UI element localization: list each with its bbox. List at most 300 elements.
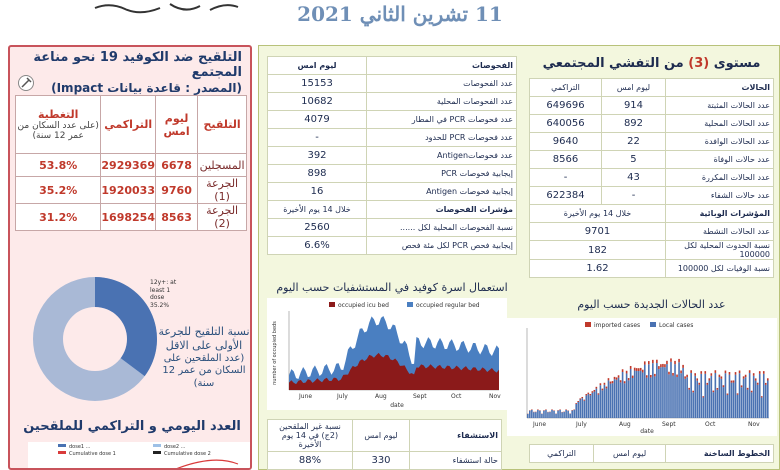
imported-case-bar: [680, 371, 682, 374]
imported-case-bar: [767, 378, 769, 380]
imported-case-bar: [700, 371, 702, 374]
imported-case-bar: [626, 371, 628, 374]
imported-case-bar: [729, 372, 731, 375]
imported-case-bar: [650, 375, 652, 377]
imported-case-bar: [618, 375, 620, 377]
row-value: -: [268, 129, 367, 147]
legend-swatch: [650, 322, 656, 327]
imported-case-bar: [741, 385, 743, 387]
x-tick-label: Oct: [451, 393, 462, 400]
local-case-bar: [602, 390, 604, 418]
row-value: 10682: [268, 93, 367, 111]
row-label: المسجلين: [198, 154, 247, 177]
x-tick-label: Aug: [619, 421, 631, 428]
page-title: 11 تشرين الثاني 2021: [297, 2, 503, 26]
local-case-bar: [527, 414, 529, 418]
imported-case-bar: [688, 388, 690, 390]
local-case-bar: [579, 399, 581, 418]
x-tick-label: Aug: [375, 393, 387, 400]
hotlines-col-yesterday: ليوم امس: [594, 445, 666, 463]
x-axis-label: date: [640, 428, 654, 435]
imported-case-bar: [715, 370, 717, 373]
table-row: [16, 204, 247, 231]
table-row: [268, 129, 517, 147]
imported-case-bar: [684, 376, 686, 378]
local-case-bar: [555, 414, 557, 418]
table-row: [268, 165, 517, 183]
imported-case-bar: [686, 375, 688, 377]
imported-case-bar: [585, 394, 587, 395]
row-cumulative: 640056: [530, 115, 602, 133]
tests-col-yesterday: ليوم امس: [268, 57, 367, 75]
cases-table: [529, 78, 774, 278]
local-case-bar: [581, 398, 583, 418]
row-cumulative: 649696: [530, 97, 602, 115]
imported-case-bar: [648, 361, 650, 364]
table-row: [530, 151, 774, 169]
local-case-bar: [650, 377, 652, 418]
row-label: عدد فحوصات PCR للحدود: [367, 129, 517, 147]
tests-indicators-period: خلال 14 يوم الأخيرة: [268, 201, 367, 219]
local-case-bar: [676, 377, 678, 418]
local-case-bar: [737, 395, 739, 418]
local-case-bar: [563, 412, 565, 418]
row-yesterday: 892: [601, 115, 665, 133]
donut-desc-main: نسبة التلقيح للجرعة الأولى على الاقل: [158, 325, 250, 352]
imported-case-bar: [674, 361, 676, 364]
table-row: [268, 183, 517, 201]
local-case-bar: [561, 412, 563, 418]
imported-case-bar: [735, 372, 737, 375]
local-case-bar: [731, 383, 733, 418]
local-case-bar: [644, 365, 646, 418]
imported-case-bar: [727, 394, 729, 395]
table-row: [16, 177, 247, 204]
x-tick-label: Oct: [705, 421, 716, 428]
hospitalization-table: [267, 419, 502, 470]
imported-case-bar: [739, 371, 741, 374]
legend-label: dose1 ...: [69, 444, 91, 450]
row-label: عدد الحالات المثبتة: [666, 97, 774, 115]
local-case-bar: [614, 379, 616, 418]
vaccination-table: [15, 95, 247, 231]
coverage-donut-chart: [28, 272, 163, 407]
row-label: عدد الحالات المكررة: [666, 169, 774, 187]
daily-cases-title: عدد الحالات الجديدة حسب اليوم: [577, 298, 726, 311]
local-case-bar: [620, 382, 622, 418]
community-title-post: من التفشي المجتمعي: [542, 56, 684, 71]
imported-case-bar: [622, 369, 624, 372]
local-case-bar: [660, 367, 662, 418]
local-case-bar: [588, 394, 590, 418]
imported-case-bar: [652, 360, 654, 363]
legend-label: Cumulative dose 1: [69, 451, 116, 457]
local-case-bar: [668, 374, 670, 418]
local-case-bar: [600, 385, 602, 418]
local-case-bar: [656, 363, 658, 418]
imported-case-bar: [706, 383, 708, 385]
local-case-bar: [529, 411, 531, 418]
imported-case-bar: [588, 393, 590, 394]
imported-case-bar: [749, 370, 751, 373]
imported-case-bar: [616, 377, 618, 379]
imported-case-bar: [672, 373, 674, 376]
local-case-bar: [719, 377, 721, 418]
local-case-bar: [745, 377, 747, 418]
imported-case-bar: [606, 387, 608, 389]
local-case-bar: [612, 383, 614, 418]
row-label: نسبة الوفيات لكل 100000: [666, 260, 774, 278]
local-case-bar: [583, 401, 585, 418]
row-label: إيجابية فحص PCR لكل مئة فحص: [367, 237, 517, 255]
local-case-bar: [654, 376, 656, 418]
legend-swatch: [329, 302, 335, 307]
local-case-bar: [569, 414, 571, 418]
imported-case-bar: [694, 373, 696, 376]
imported-case-bar: [620, 380, 622, 382]
local-case-bar: [571, 411, 573, 418]
local-case-bar: [678, 362, 680, 418]
local-case-bar: [652, 363, 654, 418]
local-case-bar: [713, 392, 715, 418]
local-case-bar: [747, 390, 749, 418]
imported-case-bar: [664, 364, 666, 367]
table-row: [530, 169, 774, 187]
local-case-bar: [634, 371, 636, 418]
local-case-bar: [735, 375, 737, 418]
imported-case-bar: [759, 371, 761, 374]
imported-case-bar: [581, 397, 583, 398]
local-case-bar: [585, 395, 587, 418]
imported-case-bar: [737, 393, 739, 394]
row-value: 182: [530, 241, 666, 260]
local-case-bar: [632, 378, 634, 418]
local-case-bar: [702, 397, 704, 418]
imported-case-bar: [721, 376, 723, 378]
row-cumulative: 1920033: [101, 177, 156, 204]
x-tick-label: Nov: [489, 393, 501, 400]
imported-case-bar: [743, 376, 745, 378]
hosp-col-unvaccinated: نسبة غير الملقحين (2ج) في 14 يوم الأخيرة: [268, 420, 353, 452]
local-case-bar: [545, 410, 547, 418]
local-case-bar: [642, 372, 644, 418]
row-cumulative: 622384: [530, 187, 602, 205]
table-row: [268, 147, 517, 165]
imported-case-bar: [692, 391, 694, 393]
community-level-number: (3): [688, 56, 710, 71]
local-case-bar: [594, 392, 596, 418]
imported-case-bar: [709, 378, 711, 380]
local-case-bar: [606, 388, 608, 418]
imported-case-bar: [644, 361, 646, 364]
imported-case-bar: [704, 371, 706, 374]
local-case-bar: [549, 412, 551, 418]
imported-case-bar: [590, 394, 592, 395]
local-case-bar: [664, 367, 666, 418]
row-coverage: 53.8%: [16, 154, 101, 177]
imported-case-bar: [676, 375, 678, 377]
imported-case-bar: [612, 381, 614, 383]
row-label: عدد الفحوصات المحلية: [367, 93, 517, 111]
local-case-bar: [575, 404, 577, 418]
tests-col-label: الفحوصات: [367, 57, 517, 75]
local-case-bar: [739, 373, 741, 418]
x-tick-label: Sept: [662, 421, 676, 428]
local-case-bar: [553, 411, 555, 418]
hosp-col-label: الاستشفاء: [410, 420, 502, 452]
row-cumulative: 2929369: [101, 154, 156, 177]
imported-case-bar: [751, 391, 753, 393]
row-label: عدد حالات الشفاء: [666, 187, 774, 205]
imported-case-bar: [761, 396, 763, 397]
row-value: 1.62: [530, 260, 666, 278]
local-case-bar: [761, 397, 763, 418]
local-case-bar: [537, 410, 539, 418]
imported-case-bar: [757, 383, 759, 385]
row-label: عدد فحوصات PCR في المطار: [367, 111, 517, 129]
x-tick-label: June: [299, 393, 313, 400]
row-yesterday: -: [601, 187, 665, 205]
vaccination-title: التلقيح ضد الكوفيد 19 نحو مناعة المجتمع: [33, 50, 242, 80]
imported-case-bar: [717, 388, 719, 390]
vaccination-daily-chart: [28, 442, 250, 470]
imported-case-bar: [624, 381, 626, 383]
local-case-bar: [698, 385, 700, 418]
x-tick-label: July: [576, 421, 587, 428]
row-value: 2560: [268, 219, 367, 237]
col-yesterday: ليوم امس: [155, 96, 197, 154]
local-case-bar: [749, 373, 751, 418]
row-value: 9701: [530, 223, 666, 241]
cases-col-label: الحالات: [666, 79, 774, 97]
tests-table: [267, 56, 517, 255]
legend-label: Cumulative dose 2: [164, 451, 211, 457]
donut-description: [158, 325, 250, 390]
local-case-bar: [692, 392, 694, 418]
community-level-title: [529, 56, 774, 71]
syringe-icon: [18, 75, 34, 91]
local-case-bar: [680, 373, 682, 418]
row-cumulative: 1698254: [101, 204, 156, 231]
row-yesterday: 22: [601, 133, 665, 151]
row-label: عدد حالات الوفاة: [666, 151, 774, 169]
row-label: عدد الحالات المحلية: [666, 115, 774, 133]
community-title-pre: مستوى: [713, 56, 761, 71]
row-value: 6.6%: [268, 237, 367, 255]
row-value: 392: [268, 147, 367, 165]
local-case-bar: [541, 414, 543, 418]
local-case-bar: [704, 374, 706, 418]
imported-case-bar: [662, 364, 664, 367]
vaccination-chart-title: العدد اليومي و التراكمي للملقحين: [23, 419, 241, 434]
row-coverage: 31.2%: [16, 204, 101, 231]
imported-case-bar: [668, 372, 670, 375]
row-label: الجرعة (2): [198, 204, 247, 231]
local-case-bar: [626, 373, 628, 418]
tests-indicators-label: مؤشرات الفحوصات: [367, 201, 517, 219]
local-case-bar: [686, 377, 688, 418]
imported-case-bar: [602, 389, 604, 391]
legend-label: occupied regular bed: [416, 302, 480, 309]
local-case-bar: [577, 402, 579, 418]
daily-cases-chart: [507, 318, 777, 436]
local-case-bar: [666, 364, 668, 418]
row-coverage: 35.2%: [16, 177, 101, 204]
row-label: عدد الفحوصات: [367, 75, 517, 93]
row-yesterday: 9760: [155, 177, 197, 204]
table-row: [530, 115, 774, 133]
imported-case-bar: [678, 359, 680, 362]
imported-case-bar: [630, 366, 632, 369]
imported-case-bar: [636, 368, 638, 371]
row-value: 15153: [268, 75, 367, 93]
row-label: نسبة الفحوصات المحلية لكل ......: [367, 219, 517, 237]
epi-period: خلال 14 يوم الأخيرة: [530, 205, 666, 223]
imported-case-bar: [656, 360, 658, 363]
local-case-bar: [640, 371, 642, 418]
x-axis-label: date: [390, 402, 404, 409]
imported-case-bar: [733, 380, 735, 382]
legend-label: dose2 ...: [164, 444, 186, 450]
imported-case-bar: [579, 398, 581, 399]
local-case-bar: [567, 411, 569, 418]
imported-case-bar: [719, 375, 721, 377]
local-case-bar: [616, 380, 618, 418]
daily-cases-box: [507, 318, 777, 436]
row-value: 4079: [268, 111, 367, 129]
local-case-bar: [547, 412, 549, 418]
local-case-bar: [709, 381, 711, 418]
local-case-bar: [757, 385, 759, 418]
donut-desc-note: (عدد الملقحين على السكان من عمر 12 سنة): [162, 352, 246, 389]
donut-caption: 12y+: at least 1 dose 35.2%: [150, 279, 177, 309]
imported-case-bar: [628, 378, 630, 380]
table-row: [268, 111, 517, 129]
imported-case-bar: [745, 375, 747, 377]
local-case-bar: [751, 392, 753, 418]
row-label: عدد الحالات الوافدة: [666, 133, 774, 151]
coverage-note: (على عدد السكان من عمر 12 سنة): [17, 121, 99, 141]
vaccination-source: (المصدر : قاعدة بيانات Impact): [51, 81, 242, 95]
table-row: [530, 223, 774, 241]
row-value: 16: [268, 183, 367, 201]
cases-col-cumulative: التراكمي: [530, 79, 602, 97]
legend-label: occupied icu bed: [338, 302, 389, 309]
stats-panel: [258, 45, 780, 470]
imported-case-bar: [753, 373, 755, 376]
imported-case-bar: [598, 393, 600, 394]
local-case-bar: [646, 378, 648, 418]
local-case-bar: [715, 373, 717, 418]
table-row: [530, 133, 774, 151]
row-label: إيجابية فحوصات PCR: [367, 165, 517, 183]
imported-case-bar: [682, 365, 684, 368]
table-row: [268, 93, 517, 111]
imported-case-bar: [583, 400, 585, 401]
imported-case-bar: [642, 370, 644, 373]
row-value: 898: [268, 165, 367, 183]
row-label: عدد فحوصاتAntigen: [367, 147, 517, 165]
imported-case-bar: [763, 371, 765, 374]
local-case-bar: [648, 364, 650, 418]
local-case-bar: [573, 410, 575, 418]
local-case-bar: [622, 372, 624, 418]
local-case-bar: [565, 410, 567, 418]
row-label: الجرعة (1): [198, 177, 247, 204]
col-vaccination: التلقيح: [198, 96, 247, 154]
table-row: [268, 219, 517, 237]
legend-swatch: [58, 451, 66, 454]
row-label: إيجابية فحوصات Antigen: [367, 183, 517, 201]
local-case-bar: [767, 381, 769, 418]
local-case-bar: [539, 411, 541, 418]
imported-case-bar: [670, 358, 672, 361]
imported-case-bar: [711, 373, 713, 376]
row-yesterday: 330: [353, 452, 410, 470]
local-case-bar: [598, 395, 600, 418]
local-case-bar: [706, 385, 708, 418]
imported-case-bar: [725, 371, 727, 374]
row-label: نسبة الحدوث المحلية لكل 100000: [666, 241, 774, 260]
imported-case-bar: [638, 368, 640, 371]
table-row: [530, 260, 774, 278]
hotlines-table: [529, 444, 774, 463]
local-case-bar: [763, 374, 765, 418]
local-case-bar: [733, 383, 735, 418]
legend-swatch: [58, 444, 66, 447]
imported-case-bar: [654, 374, 656, 376]
local-case-bar: [688, 390, 690, 418]
hospital-chart-box: [267, 298, 507, 410]
local-case-bar: [755, 381, 757, 418]
local-case-bar: [557, 411, 559, 418]
imported-case-bar: [640, 368, 642, 371]
local-case-bar: [725, 373, 727, 418]
x-tick-label: July: [337, 393, 348, 400]
logo-scribble: [90, 0, 240, 18]
local-case-bar: [674, 364, 676, 418]
row-label: عدد الحالات النشطة: [666, 223, 774, 241]
hotlines-col-cumulative: التراكمي: [530, 445, 594, 463]
legend-label: imported cases: [594, 322, 641, 329]
row-cumulative: 9640: [530, 133, 602, 151]
imported-case-bar: [765, 383, 767, 385]
imported-case-bar: [577, 401, 579, 402]
imported-case-bar: [610, 382, 612, 384]
table-row: [268, 452, 502, 470]
legend-swatch: [407, 302, 413, 307]
legend-label: Local cases: [659, 322, 694, 329]
hospital-chart-title: استعمال اسرة كوفيد في المستشفيات حسب اليوم: [276, 281, 508, 294]
imported-case-bar: [646, 375, 648, 377]
table-row: [268, 237, 517, 255]
imported-case-bar: [632, 376, 634, 378]
local-case-bar: [694, 376, 696, 418]
local-case-bar: [682, 368, 684, 418]
imported-case-bar: [702, 396, 704, 397]
hotlines-col-label: الخطوط الساخنة: [666, 445, 774, 463]
imported-case-bar: [592, 391, 594, 393]
local-case-bar: [624, 383, 626, 418]
local-case-bar: [531, 410, 533, 418]
local-case-bar: [533, 412, 535, 418]
imported-case-bar: [660, 364, 662, 367]
col-cumulative: التراكمي: [101, 96, 156, 154]
imported-case-bar: [604, 383, 606, 385]
local-case-bar: [636, 371, 638, 418]
local-case-bar: [765, 385, 767, 418]
epi-label: المؤشرات الوبائية: [666, 205, 774, 223]
